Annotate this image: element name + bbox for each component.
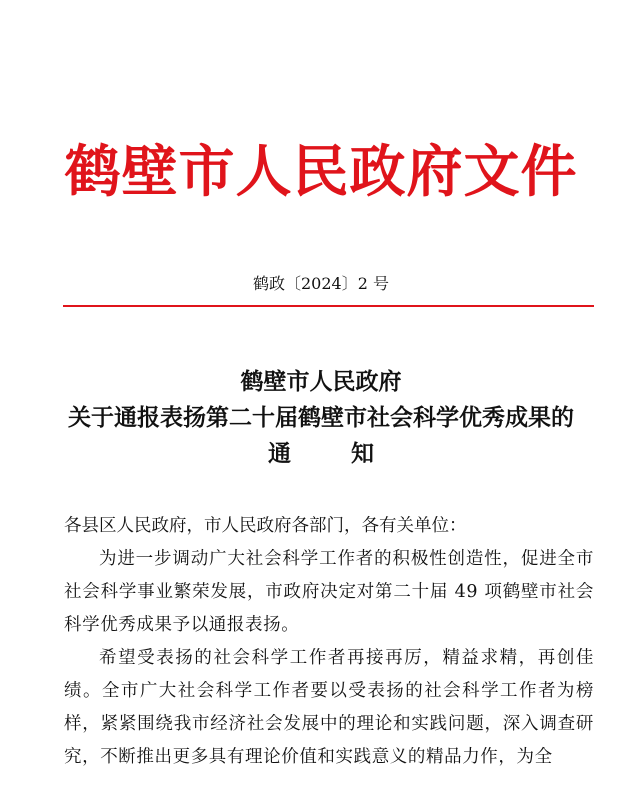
salutation: 各县区人民政府，市人民政府各部门，各有关单位： xyxy=(64,516,467,536)
title-line-issuer: 鹤壁市人民政府 xyxy=(240,368,402,395)
title-line-subject: 关于通报表扬第二十届鹤壁市社会科学优秀成果的 xyxy=(68,404,574,431)
red-divider-line xyxy=(63,305,594,307)
body-paragraph-1: 为进一步调动广大社会科学工作者的积极性创造性，促进全市社会科学事业繁荣发展，市政府决定对第二十届 49 项鹤壁市社会科学优秀成果予以通报表扬。 xyxy=(64,549,594,635)
document-title xyxy=(0,364,642,472)
title-notice-char-1: 通 xyxy=(268,440,291,467)
title-line-notice xyxy=(0,436,642,472)
issuer-masthead: 鹤壁市人民政府文件 xyxy=(64,139,578,205)
title-notice-char-2: 知 xyxy=(351,440,374,467)
body-paragraph-2: 希望受表扬的社会科学工作者再接再厉，精益求精，再创佳绩。全市广大社会科学工作者要以受表扬的社会科学工作者为榜样，紧紧围绕我市经济社会发展中的理论和实践问题，深入调查研究，不断推出更多具有理论价值和实践意义的精品力作，为全 xyxy=(64,648,594,767)
document-number: 鹤政〔2024〕2 号 xyxy=(253,274,389,293)
document-body xyxy=(64,510,594,774)
